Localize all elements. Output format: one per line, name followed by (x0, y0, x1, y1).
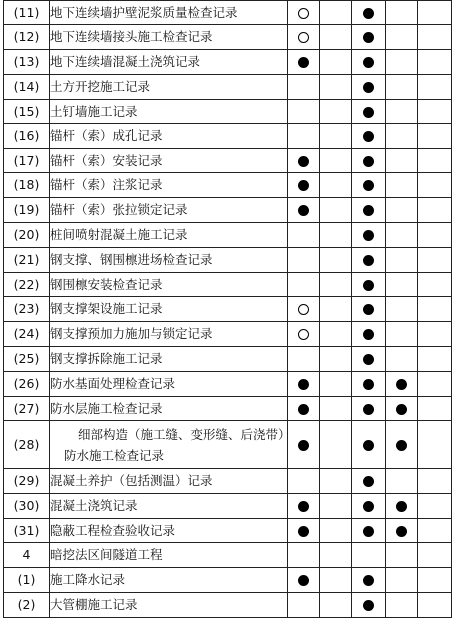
empty-circle-icon (298, 304, 309, 315)
filled-circle-icon (363, 304, 374, 315)
filled-circle-icon (298, 180, 309, 191)
mark-cell-col-3 (352, 397, 386, 421)
table-row (4, 198, 452, 223)
mark-cell-col-5 (418, 198, 452, 223)
mark-cell-col-3 (352, 494, 386, 519)
record-name: 土钉墙施工记录 (50, 100, 288, 124)
mark-cell-col-1 (288, 494, 320, 519)
mark-cell-col-1 (288, 519, 320, 543)
record-name: 锚杆（索）成孔记录 (50, 124, 288, 149)
filled-circle-icon (298, 379, 309, 390)
mark-cell-col-4 (386, 593, 418, 618)
mark-cell-col-5 (418, 347, 452, 372)
filled-circle-icon (298, 205, 309, 216)
mark-cell-col-4 (386, 347, 418, 372)
mark-cell-col-2 (320, 397, 352, 421)
mark-cell-col-2 (320, 149, 352, 173)
record-name: 混凝土养护（包括测温）记录 (50, 469, 288, 494)
mark-cell-col-4 (386, 519, 418, 543)
mark-cell-col-3 (352, 322, 386, 347)
mark-cell-col-1 (288, 248, 320, 273)
mark-cell-col-2 (320, 519, 352, 543)
filled-circle-icon (363, 57, 374, 68)
record-name: 地下连续墙接头施工检查记录 (50, 25, 288, 50)
mark-cell-col-3 (352, 223, 386, 248)
record-name: 桩间喷射混凝土施工记录 (50, 223, 288, 248)
mark-cell-col-2 (320, 297, 352, 322)
mark-cell-col-1 (288, 347, 320, 372)
row-number: (24) (4, 322, 50, 347)
filled-circle-icon (298, 404, 309, 415)
table-row (4, 469, 452, 494)
filled-circle-icon (363, 600, 374, 611)
row-number: (20) (4, 223, 50, 248)
mark-cell-col-5 (418, 149, 452, 173)
table-row (4, 297, 452, 322)
mark-cell-col-1 (288, 543, 320, 568)
mark-cell-col-3 (352, 347, 386, 372)
mark-cell-col-3 (352, 543, 386, 568)
mark-cell-col-4 (386, 273, 418, 297)
filled-circle-icon (363, 131, 374, 142)
filled-circle-icon (363, 82, 374, 93)
filled-circle-icon (396, 526, 407, 537)
filled-circle-icon (396, 440, 407, 451)
table-row (4, 519, 452, 543)
mark-cell-col-3 (352, 1, 386, 25)
mark-cell-col-5 (418, 568, 452, 593)
mark-cell-col-3 (352, 248, 386, 273)
table-row (4, 568, 452, 593)
record-name: 钢支撑、钢围檩进场检查记录 (50, 248, 288, 273)
table-row (4, 494, 452, 519)
mark-cell-col-4 (386, 25, 418, 50)
mark-cell-col-2 (320, 543, 352, 568)
record-name: 防水基面处理检查记录 (50, 372, 288, 397)
table-row (4, 149, 452, 173)
mark-cell-col-2 (320, 273, 352, 297)
mark-cell-col-3 (352, 273, 386, 297)
mark-cell-col-4 (386, 173, 418, 198)
mark-cell-col-1 (288, 25, 320, 50)
mark-cell-col-5 (418, 469, 452, 494)
filled-circle-icon (363, 501, 374, 512)
table-row (4, 248, 452, 273)
mark-cell-col-4 (386, 149, 418, 173)
record-name: 钢支撑拆除施工记录 (50, 347, 288, 372)
row-number: (22) (4, 273, 50, 297)
records-table (3, 0, 452, 618)
mark-cell-col-1 (288, 100, 320, 124)
record-name: 锚杆（索）张拉锁定记录 (50, 198, 288, 223)
filled-circle-icon (363, 107, 374, 118)
row-number: (27) (4, 397, 50, 421)
mark-cell-col-1 (288, 273, 320, 297)
filled-circle-icon (363, 379, 374, 390)
mark-cell-col-2 (320, 248, 352, 273)
record-name: 土方开挖施工记录 (50, 75, 288, 100)
mark-cell-col-4 (386, 198, 418, 223)
mark-cell-col-4 (386, 100, 418, 124)
table-row (4, 347, 452, 372)
filled-circle-icon (363, 575, 374, 586)
filled-circle-icon (363, 156, 374, 167)
filled-circle-icon (363, 329, 374, 340)
mark-cell-col-4 (386, 124, 418, 149)
mark-cell-col-3 (352, 421, 386, 469)
mark-cell-col-5 (418, 543, 452, 568)
mark-cell-col-4 (386, 1, 418, 25)
mark-cell-col-1 (288, 75, 320, 100)
mark-cell-col-1 (288, 124, 320, 149)
row-number: (29) (4, 469, 50, 494)
filled-circle-icon (396, 501, 407, 512)
mark-cell-col-4 (386, 421, 418, 469)
table-row (4, 322, 452, 347)
mark-cell-col-3 (352, 297, 386, 322)
record-name: 混凝土浇筑记录 (50, 494, 288, 519)
table-row (4, 124, 452, 149)
empty-circle-icon (298, 8, 309, 19)
mark-cell-col-4 (386, 75, 418, 100)
mark-cell-col-5 (418, 100, 452, 124)
row-number: (28) (4, 421, 50, 469)
mark-cell-col-3 (352, 75, 386, 100)
mark-cell-col-1 (288, 593, 320, 618)
mark-cell-col-5 (418, 173, 452, 198)
mark-cell-col-5 (418, 273, 452, 297)
row-number: (16) (4, 124, 50, 149)
mark-cell-col-3 (352, 469, 386, 494)
row-number: (12) (4, 25, 50, 50)
filled-circle-icon (298, 526, 309, 537)
mark-cell-col-3 (352, 173, 386, 198)
mark-cell-col-3 (352, 372, 386, 397)
table-row (4, 25, 452, 50)
record-name: 钢支撑架设施工记录 (50, 297, 288, 322)
mark-cell-col-1 (288, 397, 320, 421)
filled-circle-icon (363, 8, 374, 19)
mark-cell-col-5 (418, 519, 452, 543)
record-name: 暗挖法区间隧道工程 (50, 543, 288, 568)
mark-cell-col-1 (288, 198, 320, 223)
mark-cell-col-1 (288, 322, 320, 347)
mark-cell-col-4 (386, 372, 418, 397)
table-row (4, 75, 452, 100)
mark-cell-col-2 (320, 173, 352, 198)
mark-cell-col-3 (352, 519, 386, 543)
filled-circle-icon (396, 404, 407, 415)
mark-cell-col-1 (288, 1, 320, 25)
mark-cell-col-5 (418, 421, 452, 469)
mark-cell-col-5 (418, 50, 452, 75)
filled-circle-icon (298, 575, 309, 586)
mark-cell-col-2 (320, 124, 352, 149)
mark-cell-col-2 (320, 322, 352, 347)
table-row (4, 100, 452, 124)
mark-cell-col-2 (320, 372, 352, 397)
mark-cell-col-3 (352, 25, 386, 50)
mark-cell-col-2 (320, 100, 352, 124)
mark-cell-col-4 (386, 223, 418, 248)
mark-cell-col-3 (352, 198, 386, 223)
mark-cell-col-5 (418, 372, 452, 397)
mark-cell-col-3 (352, 50, 386, 75)
mark-cell-col-5 (418, 1, 452, 25)
row-number: (1) (4, 568, 50, 593)
row-number: (23) (4, 297, 50, 322)
mark-cell-col-2 (320, 75, 352, 100)
mark-cell-col-1 (288, 173, 320, 198)
table-row (4, 593, 452, 618)
empty-circle-icon (298, 329, 309, 340)
table-row (4, 421, 452, 469)
mark-cell-col-3 (352, 149, 386, 173)
row-number: (31) (4, 519, 50, 543)
mark-cell-col-5 (418, 25, 452, 50)
record-name: 施工降水记录 (50, 568, 288, 593)
row-number: (21) (4, 248, 50, 273)
mark-cell-col-3 (352, 568, 386, 593)
row-number: (17) (4, 149, 50, 173)
record-name: 锚杆（索）安装记录 (50, 149, 288, 173)
mark-cell-col-3 (352, 100, 386, 124)
filled-circle-icon (363, 180, 374, 191)
mark-cell-col-2 (320, 568, 352, 593)
table-row (4, 273, 452, 297)
filled-circle-icon (363, 255, 374, 266)
mark-cell-col-3 (352, 124, 386, 149)
table-row (4, 1, 452, 25)
mark-cell-col-3 (352, 593, 386, 618)
mark-cell-col-4 (386, 297, 418, 322)
record-name: 防水层施工检查记录 (50, 397, 288, 421)
row-number: (2) (4, 593, 50, 618)
mark-cell-col-5 (418, 297, 452, 322)
filled-circle-icon (363, 280, 374, 291)
table-row (4, 173, 452, 198)
mark-cell-col-4 (386, 494, 418, 519)
mark-cell-col-4 (386, 322, 418, 347)
row-number: (25) (4, 347, 50, 372)
filled-circle-icon (363, 354, 374, 365)
filled-circle-icon (363, 476, 374, 487)
empty-circle-icon (298, 32, 309, 43)
mark-cell-col-5 (418, 322, 452, 347)
mark-cell-col-5 (418, 248, 452, 273)
filled-circle-icon (363, 440, 374, 451)
mark-cell-col-4 (386, 543, 418, 568)
mark-cell-col-1 (288, 421, 320, 469)
filled-circle-icon (363, 230, 374, 241)
record-name: 钢支撑预加力施加与锁定记录 (50, 322, 288, 347)
mark-cell-col-1 (288, 469, 320, 494)
filled-circle-icon (298, 57, 309, 68)
row-number: (18) (4, 173, 50, 198)
records-table-body (4, 1, 452, 618)
table-row (4, 50, 452, 75)
filled-circle-icon (363, 32, 374, 43)
filled-circle-icon (298, 501, 309, 512)
table-row (4, 543, 452, 568)
mark-cell-col-4 (386, 397, 418, 421)
mark-cell-col-1 (288, 149, 320, 173)
filled-circle-icon (298, 440, 309, 451)
record-name: 细部构造（施工缝、变形缝、后浇带）防水施工检查记录 (50, 421, 288, 469)
row-number: (26) (4, 372, 50, 397)
table-row (4, 223, 452, 248)
mark-cell-col-5 (418, 397, 452, 421)
filled-circle-icon (363, 526, 374, 537)
row-number: (11) (4, 1, 50, 25)
mark-cell-col-4 (386, 50, 418, 75)
mark-cell-col-5 (418, 494, 452, 519)
mark-cell-col-2 (320, 494, 352, 519)
filled-circle-icon (298, 156, 309, 167)
row-number: (14) (4, 75, 50, 100)
mark-cell-col-4 (386, 568, 418, 593)
record-name: 锚杆（索）注浆记录 (50, 173, 288, 198)
mark-cell-col-2 (320, 223, 352, 248)
filled-circle-icon (363, 205, 374, 216)
mark-cell-col-2 (320, 593, 352, 618)
mark-cell-col-2 (320, 25, 352, 50)
mark-cell-col-2 (320, 347, 352, 372)
mark-cell-col-1 (288, 568, 320, 593)
mark-cell-col-1 (288, 50, 320, 75)
mark-cell-col-5 (418, 75, 452, 100)
record-name: 钢围檩安装检查记录 (50, 273, 288, 297)
mark-cell-col-5 (418, 223, 452, 248)
mark-cell-col-4 (386, 469, 418, 494)
row-number: (15) (4, 100, 50, 124)
mark-cell-col-2 (320, 1, 352, 25)
filled-circle-icon (363, 404, 374, 415)
mark-cell-col-2 (320, 421, 352, 469)
table-row (4, 397, 452, 421)
mark-cell-col-4 (386, 248, 418, 273)
mark-cell-col-5 (418, 593, 452, 618)
mark-cell-col-1 (288, 223, 320, 248)
row-number: (19) (4, 198, 50, 223)
record-name: 地下连续墙混凝土浇筑记录 (50, 50, 288, 75)
mark-cell-col-1 (288, 372, 320, 397)
mark-cell-col-2 (320, 198, 352, 223)
row-number: 4 (4, 543, 50, 568)
record-name: 地下连续墙护壁泥浆质量检查记录 (50, 1, 288, 25)
mark-cell-col-1 (288, 297, 320, 322)
mark-cell-col-5 (418, 124, 452, 149)
row-number: (13) (4, 50, 50, 75)
mark-cell-col-2 (320, 469, 352, 494)
row-number: (30) (4, 494, 50, 519)
record-name: 大管棚施工记录 (50, 593, 288, 618)
mark-cell-col-2 (320, 50, 352, 75)
filled-circle-icon (396, 379, 407, 390)
table-row (4, 372, 452, 397)
record-name: 隐蔽工程检查验收记录 (50, 519, 288, 543)
